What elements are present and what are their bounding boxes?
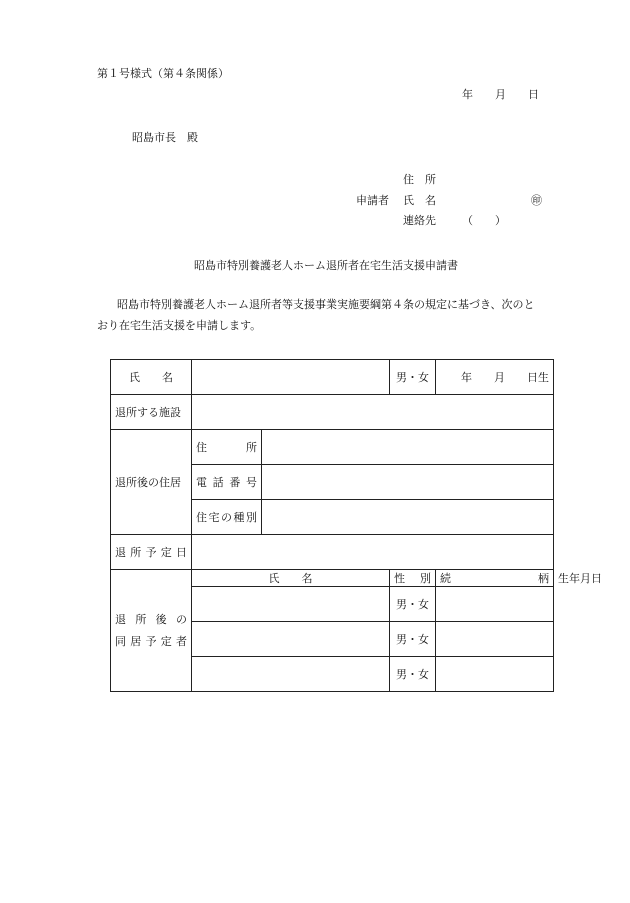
applicant-address-label: 住 所 [403,173,436,186]
residence-phone-field[interactable] [262,465,554,500]
cohabitant-name-field[interactable] [192,587,390,622]
scheduled-date-label: 退所予定日 [111,535,192,570]
scheduled-date-field[interactable] [192,535,554,570]
gender-option[interactable]: 男・女 [390,360,436,395]
body-text-line1: 昭島市特別養護老人ホーム退所者等支援事業実施要綱第４条の規定に基づき、次のと [117,298,535,311]
applicant-role-label: 申請者 [356,194,389,207]
cohabitant-name-field[interactable] [192,657,390,692]
seal-mark: ㊞ [531,194,542,207]
birthdate-field[interactable]: 年 月 日生 [436,360,554,395]
name-row [111,360,554,395]
name-field[interactable] [192,360,390,395]
cohabitant-name-field[interactable] [192,622,390,657]
facility-field[interactable] [192,395,554,430]
residence-address-label: 住所 [192,430,262,465]
cohabitant-header-row: 退所後の 同居予定者 氏 名 性別 続柄 生年月日 [111,570,554,587]
cohabitant-gender[interactable]: 男・女 [390,587,436,622]
facility-row [111,395,554,430]
col-relation-header: 続柄 [436,570,554,587]
name-label: 氏 名 [111,360,192,395]
contact-parens: （ ） [462,214,506,227]
scheduled-date-row [111,535,554,570]
cohabitant-relation-field[interactable] [436,622,554,657]
cohabitant-label-line1: 退所後の [115,612,187,626]
residence-type-field[interactable] [262,500,554,535]
residence-type-label: 住宅の種別 [192,500,262,535]
applicant-name-label: 氏 名 [403,194,436,207]
application-table [110,359,602,692]
col-name-header: 氏 名 [192,570,390,587]
form-number: 第１号様式（第４条関係） [97,67,229,80]
body-text-line2: おり在宅生活支援を申請します。 [97,319,262,332]
facility-label: 退所する施設 [111,395,192,430]
residence-address-field[interactable] [262,430,554,465]
date-line: 年 月 日 [462,88,539,101]
cohabitant-gender[interactable]: 男・女 [390,622,436,657]
cohabitant-relation-field[interactable] [436,587,554,622]
page-title: 昭島市特別養護老人ホーム退所者在宅生活支援申請書 [194,259,458,272]
residence-phone-label: 電話番号 [192,465,262,500]
cohabitant-relation-field[interactable] [436,657,554,692]
cohabitant-label [111,570,192,692]
col-gender-header: 性別 [390,570,436,587]
residence-address-row [111,430,554,465]
residence-label: 退所後の住居 [111,430,192,535]
addressee: 昭島市長 殿 [132,131,198,144]
cohabitant-label-line2: 同居予定者 [115,634,187,648]
applicant-contact-label: 連絡先 [403,214,436,227]
cohabitant-gender[interactable]: 男・女 [390,657,436,692]
